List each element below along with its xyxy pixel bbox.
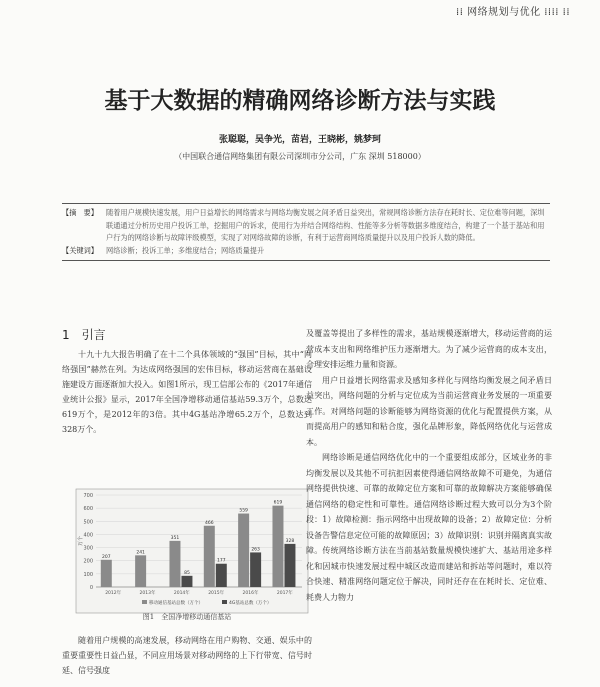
legend-swatch — [222, 600, 227, 604]
abstract-text: 随着用户规模快速发展，用户日益增长的网络需求与网络均衡发展之间矛盾日益突出，常规网络诊断方法存在耗时长、定位难等问题，深圳联通通过分析历史用户投诉工单，挖掘用户的诉求，使用行为并结合网络结构、性能等多分析等数据多维度结合，构建了一个基于基站和用户行为的网络诊断与故障评级模型，实现了对网络故障的诊断，有利于运营商网络质量提升以及用户投诉人数的降低。 — [106, 208, 545, 242]
left-column — [62, 326, 312, 437]
section-title: 1 引言 — [62, 328, 106, 342]
bar — [216, 564, 227, 587]
data-label: 351 — [170, 535, 180, 541]
keywords-text: 网络诊断；投诉工单；多维度结合；网络质量提升 — [106, 245, 265, 255]
bar — [272, 506, 283, 587]
data-label: 263 — [251, 547, 260, 553]
y-tick-label: 500 — [83, 519, 93, 526]
bar — [169, 541, 180, 587]
affiliation: （中国联合通信网络集团有限公司深圳市分公司，广东 深圳 518000） — [174, 152, 426, 161]
y-axis-label: 万个 — [78, 535, 84, 547]
legend-swatch — [142, 600, 147, 604]
x-tick-label: 2012年 — [105, 591, 122, 596]
data-label: 328 — [285, 538, 295, 544]
bar — [204, 526, 215, 587]
y-tick-label: 200 — [83, 558, 93, 565]
y-tick-label: 600 — [83, 506, 93, 513]
data-label: 241 — [136, 550, 145, 556]
bar — [238, 514, 249, 587]
y-tick-label: 400 — [83, 532, 93, 539]
intro-paragraph-2: 随着用户规模的高速发展，移动网络在用户购物、交通、娱乐中的重要重要性日益凸显，不同应用场景对移动网络的上下行带宽、信号时延、信号强度 — [62, 636, 312, 675]
bar-chart-svg — [62, 487, 312, 615]
right-paragraph-1: 及覆盖等提出了多样性的需求，基站规模逐渐增大，移动运营商的运营成本支出和网络维护压力逐渐增大。为了减少运营商的成本支出，合理安排运维力量和资源。 — [306, 329, 552, 369]
intro-paragraph-1: 十九十九大报告明确了在十二个具体领域的“强国”目标，其中“网络强国”赫然在列。为达成网络强国的宏伟目标，移动运营商在基础设施建设方面逐渐加大投入。如图1所示，现工信部公布的《2017年通信业统计公报》显示，2017年全国净增移动通信基站59.3万个，总数达619万个，是2012年的3倍。其中4G基站净增65.2万个，总数达到328万个。 — [62, 350, 312, 434]
right-paragraph-3: 网络诊断是通信网络优化中的一个重要组成部分，区域业务的非均衡发展以及其他不可抗拒因素使得通信网络故障不可避免，为通信网络提供快速、可靠的故障定位方案和可靠的故障解决方案能够确保通信网络的稳定性和可靠性。通信网络诊断过程大致可以分为3个阶段：1）故障检测：指示网络中出现故障的设备；2）故障定位：分析设备告警信息定位可能的故障原因；3）故障识别：识别并隔离真实故障。传统网络诊断方法在当前基站数量规模快速扩大、基站用途多样化和因城市快速发展过程中城区改造而建站和拆站等问题时，难以符合快速、精准网络问题定位于解决，同时还存在在耗时长、定位难、耗费人力物力 — [306, 453, 552, 602]
y-tick-label: 0 — [89, 585, 93, 591]
legend-label: 移动通信基站总数（万个） — [149, 601, 203, 606]
abstract-box — [62, 203, 550, 261]
x-tick-label: 2014年 — [173, 591, 190, 596]
data-label: 177 — [216, 558, 226, 564]
x-tick-label: 2013年 — [139, 591, 156, 596]
abstract-label: 【摘 要】 — [62, 208, 98, 217]
data-label: 207 — [102, 554, 111, 560]
bar — [250, 552, 261, 587]
journal-section-header: ⁞⁞ 网络规划与优化 ⁞⁞⁞⁞ ⁞⁞ — [456, 7, 570, 18]
figure-caption: 图1 全国净增移动通信基站 — [142, 613, 232, 621]
y-tick-label: 100 — [83, 571, 93, 578]
paper-title: 基于大数据的精确网络诊断方法与实践 — [104, 88, 496, 114]
y-tick-label: 300 — [83, 545, 93, 552]
left-column-bottom — [62, 633, 312, 678]
data-label: 466 — [205, 520, 214, 526]
figure-1-chart — [62, 487, 312, 615]
x-tick-label: 2016年 — [242, 591, 259, 596]
keywords-label: 【关键词】 — [62, 245, 98, 255]
right-paragraph-2: 用户日益增长网络需求及感知多样化与网络均衡发展之间矛盾日益突出，网络问题的分析与定位成为当前运营商业务发展的一项重要工作。对网络问题的诊断能够为网络资源的优化与配置提供方案，从而提高用户的感知和粘合度，强化品牌形象，降低网络优化与运营成本。 — [306, 375, 552, 447]
right-column — [306, 326, 552, 605]
data-label: 619 — [273, 500, 283, 506]
data-label: 559 — [239, 508, 248, 514]
bar — [181, 576, 192, 587]
keywords-row — [62, 245, 550, 258]
y-tick-label: 700 — [83, 493, 93, 499]
authors: 张聪聪，吴争光，苗岩，王晓彬，姚梦珂 — [218, 135, 381, 145]
x-tick-label: 2017年 — [276, 591, 293, 596]
x-tick-label: 2015年 — [208, 591, 225, 596]
legend-label: 4G基站总数（万个） — [229, 601, 272, 606]
bar — [135, 555, 146, 587]
bar — [284, 544, 295, 587]
data-label: 85 — [184, 570, 190, 576]
bar — [101, 560, 112, 587]
abstract-row — [62, 207, 550, 245]
